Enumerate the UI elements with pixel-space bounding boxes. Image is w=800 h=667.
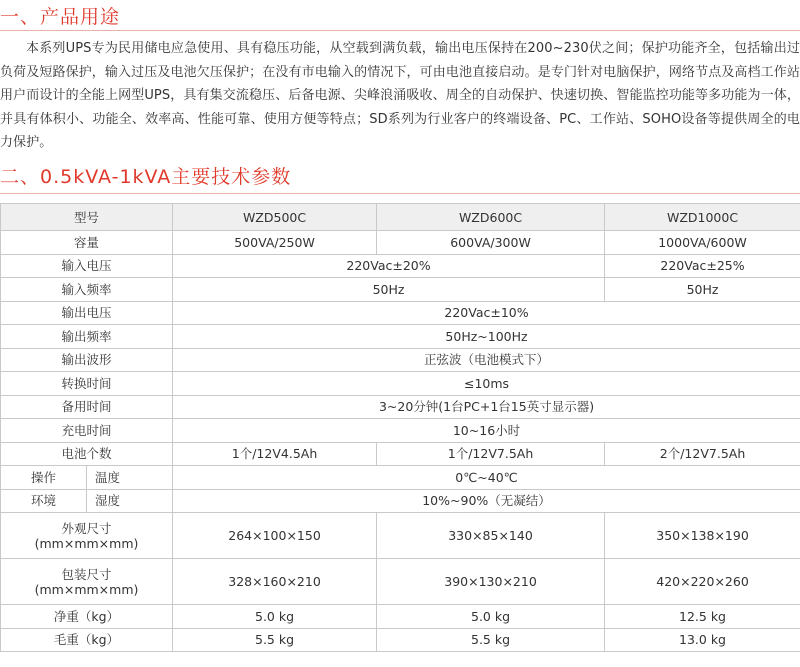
table-row [1, 419, 800, 443]
table-row [1, 466, 800, 490]
table-cell: ≤10ms [173, 372, 800, 396]
table-row [1, 204, 800, 231]
row-label-line: 外观尺寸 [61, 520, 112, 536]
spec-table [0, 203, 800, 652]
row-label: 转换时间 [1, 372, 173, 396]
section-title-spec: 二、0.5kVA-1kVA主要技术参数 [0, 166, 292, 188]
table-cell: 350×138×190 [605, 513, 800, 559]
table-row [1, 442, 800, 466]
table-cell: 5.5 kg [377, 628, 605, 652]
table-cell: 220Vac±25% [605, 254, 800, 278]
table-row [1, 489, 800, 513]
row-label-line: (mm×mm×mm) [34, 535, 139, 551]
table-cell: 3~20分钟(1台PC+1台15英寸显示器) [173, 395, 800, 419]
intro-paragraph-block [0, 37, 800, 155]
table-cell: 330×85×140 [377, 513, 605, 559]
table-cell: 10~16小时 [173, 419, 800, 443]
row-label: 型号 [1, 204, 173, 231]
row-label: 输出频率 [1, 325, 173, 349]
title-divider [0, 193, 800, 194]
row-label: 温度 [87, 466, 173, 490]
table-cell: 正弦波（电池模式下） [173, 348, 800, 372]
table-row [1, 325, 800, 349]
model-cell: WZD600C [377, 204, 605, 231]
table-cell: 50Hz [173, 278, 605, 302]
table-row [1, 348, 800, 372]
env-label: 操作 [1, 466, 87, 490]
table-cell: 500VA/250W [173, 231, 377, 255]
model-cell: WZD500C [173, 204, 377, 231]
table-row [1, 254, 800, 278]
row-label-line: (mm×mm×mm) [34, 581, 139, 597]
title-divider [0, 30, 800, 31]
row-label: 电池个数 [1, 442, 173, 466]
table-cell: 0℃~40℃ [173, 466, 800, 490]
table-row [1, 301, 800, 325]
table-row [1, 372, 800, 396]
table-cell: 1个/12V7.5Ah [377, 442, 605, 466]
table-cell: 50Hz [605, 278, 800, 302]
row-label: 输出波形 [1, 348, 173, 372]
row-label: 毛重（kg） [1, 628, 173, 652]
intro-paragraph: 本系列UPS专为民用储电应急使用、具有稳压功能，从空载到满负载，输出电压保持在200~230伏之间；保护功能齐全，包括输出过负荷及短路保护，输入过压及电池欠压保护；在没有市电输入的情况下，可由电池直接启动。是专门针对电脑保护，网络节点及高档工作站用户而设计的全能上网型UPS，具有集交流稳压、后备电源、尖峰浪涌吸收、周全的自动保护、快速切换、智能监控功能等多功能为一体，并具有体积小、功能全、效率高、性能可靠、使用方便等特点；SD系列为行业客户的终端设备、PC、工作站、SOHO设备等提供周全的电力保护。 [0, 41, 800, 150]
table-cell: 2个/12V7.5Ah [605, 442, 800, 466]
table-cell: 600VA/300W [377, 231, 605, 255]
table-cell: 10%~90%（无凝结） [173, 489, 800, 513]
table-row [1, 278, 800, 302]
table-row [1, 605, 800, 629]
row-label: 输入电压 [1, 254, 173, 278]
row-label [1, 513, 173, 559]
table-cell: 5.0 kg [173, 605, 377, 629]
table-row [1, 395, 800, 419]
row-label: 充电时间 [1, 419, 173, 443]
table-row [1, 559, 800, 605]
table-cell: 264×100×150 [173, 513, 377, 559]
table-cell: 13.0 kg [605, 628, 800, 652]
table-cell: 328×160×210 [173, 559, 377, 605]
row-label: 湿度 [87, 489, 173, 513]
table-cell: 5.0 kg [377, 605, 605, 629]
table-cell: 220Vac±10% [173, 301, 800, 325]
table-cell: 1000VA/600W [605, 231, 800, 255]
row-label [1, 559, 173, 605]
table-cell: 1个/12V4.5Ah [173, 442, 377, 466]
table-row [1, 231, 800, 255]
table-cell: 50Hz~100Hz [173, 325, 800, 349]
table-cell: 390×130×210 [377, 559, 605, 605]
section-title-product-use: 一、产品用途 [0, 6, 121, 28]
model-cell: WZD1000C [605, 204, 800, 231]
table-row [1, 628, 800, 652]
table-row [1, 513, 800, 559]
table-cell: 220Vac±20% [173, 254, 605, 278]
row-label: 输出电压 [1, 301, 173, 325]
row-label: 备用时间 [1, 395, 173, 419]
row-label-line: 包装尺寸 [61, 566, 112, 582]
table-cell: 420×220×260 [605, 559, 800, 605]
table-cell: 12.5 kg [605, 605, 800, 629]
row-label: 净重（kg） [1, 605, 173, 629]
row-label: 容量 [1, 231, 173, 255]
table-cell: 5.5 kg [173, 628, 377, 652]
env-label: 环境 [1, 489, 87, 513]
row-label: 输入频率 [1, 278, 173, 302]
